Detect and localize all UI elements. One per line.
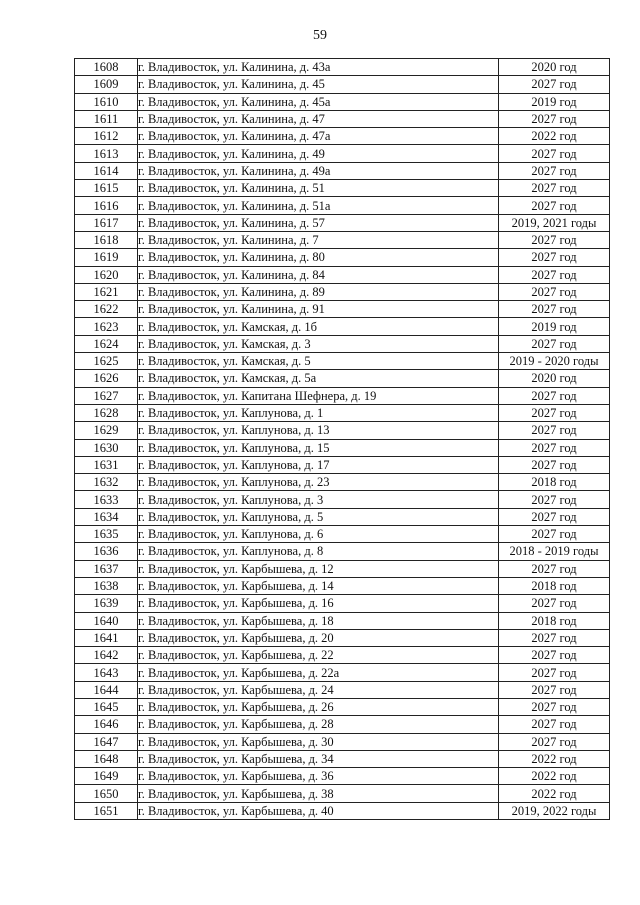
address-cell: г. Владивосток, ул. Карбышева, д. 38 [138, 785, 499, 802]
address-cell: г. Владивосток, ул. Карбышева, д. 22 [138, 647, 499, 664]
year-cell: 2027 год [499, 301, 610, 318]
table-row [75, 353, 610, 370]
table-row [75, 595, 610, 612]
row-number-cell: 1649 [75, 768, 138, 785]
row-number-cell: 1630 [75, 439, 138, 456]
row-number-cell: 1618 [75, 231, 138, 248]
table-row [75, 214, 610, 231]
row-number-cell: 1623 [75, 318, 138, 335]
address-cell: г. Владивосток, ул. Калинина, д. 91 [138, 301, 499, 318]
row-number-cell: 1637 [75, 560, 138, 577]
address-cell: г. Владивосток, ул. Калинина, д. 47а [138, 128, 499, 145]
row-number-cell: 1609 [75, 76, 138, 93]
row-number-cell: 1622 [75, 301, 138, 318]
address-cell: г. Владивосток, ул. Каплунова, д. 8 [138, 543, 499, 560]
year-cell: 2022 год [499, 785, 610, 802]
table-row [75, 785, 610, 802]
table-row [75, 560, 610, 577]
row-number-cell: 1644 [75, 681, 138, 698]
row-number-cell: 1624 [75, 335, 138, 352]
address-cell: г. Владивосток, ул. Калинина, д. 80 [138, 249, 499, 266]
address-table-body [75, 59, 610, 820]
address-cell: г. Владивосток, ул. Каплунова, д. 3 [138, 491, 499, 508]
table-row [75, 681, 610, 698]
address-cell: г. Владивосток, ул. Калинина, д. 57 [138, 214, 499, 231]
address-cell: г. Владивосток, ул. Каплунова, д. 5 [138, 508, 499, 525]
year-cell: 2027 год [499, 456, 610, 473]
year-cell: 2027 год [499, 249, 610, 266]
address-cell: г. Владивосток, ул. Карбышева, д. 18 [138, 612, 499, 629]
row-number-cell: 1640 [75, 612, 138, 629]
year-cell: 2027 год [499, 629, 610, 646]
year-cell: 2018 год [499, 474, 610, 491]
year-cell: 2027 год [499, 733, 610, 750]
table-row [75, 491, 610, 508]
year-cell: 2019 год [499, 318, 610, 335]
year-cell: 2027 год [499, 491, 610, 508]
address-cell: г. Владивосток, ул. Карбышева, д. 14 [138, 577, 499, 594]
year-cell: 2027 год [499, 387, 610, 404]
row-number-cell: 1648 [75, 750, 138, 767]
row-number-cell: 1639 [75, 595, 138, 612]
row-number-cell: 1615 [75, 180, 138, 197]
row-number-cell: 1651 [75, 802, 138, 819]
year-cell: 2027 год [499, 681, 610, 698]
address-cell: г. Владивосток, ул. Карбышева, д. 24 [138, 681, 499, 698]
table-row [75, 647, 610, 664]
row-number-cell: 1616 [75, 197, 138, 214]
table-row [75, 301, 610, 318]
address-table [74, 58, 610, 820]
row-number-cell: 1636 [75, 543, 138, 560]
year-cell: 2027 год [499, 180, 610, 197]
row-number-cell: 1643 [75, 664, 138, 681]
table-row [75, 162, 610, 179]
table-row [75, 180, 610, 197]
address-cell: г. Владивосток, ул. Карбышева, д. 22а [138, 664, 499, 681]
address-cell: г. Владивосток, ул. Калинина, д. 49а [138, 162, 499, 179]
row-number-cell: 1619 [75, 249, 138, 266]
row-number-cell: 1625 [75, 353, 138, 370]
year-cell: 2027 год [499, 197, 610, 214]
year-cell: 2019 год [499, 93, 610, 110]
page-number: 59 [313, 28, 327, 43]
address-cell: г. Владивосток, ул. Калинина, д. 45а [138, 93, 499, 110]
row-number-cell: 1634 [75, 508, 138, 525]
year-cell: 2027 год [499, 526, 610, 543]
table-row [75, 59, 610, 76]
year-cell: 2027 год [499, 162, 610, 179]
table-row [75, 128, 610, 145]
table-row [75, 439, 610, 456]
row-number-cell: 1627 [75, 387, 138, 404]
table-row [75, 422, 610, 439]
row-number-cell: 1626 [75, 370, 138, 387]
row-number-cell: 1646 [75, 716, 138, 733]
address-cell: г. Владивосток, ул. Карбышева, д. 28 [138, 716, 499, 733]
row-number-cell: 1617 [75, 214, 138, 231]
table-row [75, 249, 610, 266]
row-number-cell: 1620 [75, 266, 138, 283]
year-cell: 2020 год [499, 59, 610, 76]
table-row [75, 768, 610, 785]
year-cell: 2027 год [499, 560, 610, 577]
address-cell: г. Владивосток, ул. Калинина, д. 7 [138, 231, 499, 248]
row-number-cell: 1629 [75, 422, 138, 439]
address-cell: г. Владивосток, ул. Камская, д. 3 [138, 335, 499, 352]
year-cell: 2027 год [499, 266, 610, 283]
table-row [75, 629, 610, 646]
address-cell: г. Владивосток, ул. Карбышева, д. 16 [138, 595, 499, 612]
year-cell: 2020 год [499, 370, 610, 387]
row-number-cell: 1613 [75, 145, 138, 162]
table-row [75, 76, 610, 93]
table-row [75, 456, 610, 473]
year-cell: 2027 год [499, 283, 610, 300]
row-number-cell: 1633 [75, 491, 138, 508]
address-cell: г. Владивосток, ул. Каплунова, д. 23 [138, 474, 499, 491]
row-number-cell: 1638 [75, 577, 138, 594]
row-number-cell: 1642 [75, 647, 138, 664]
address-cell: г. Владивосток, ул. Калинина, д. 47 [138, 110, 499, 127]
year-cell: 2018 год [499, 612, 610, 629]
address-cell: г. Владивосток, ул. Карбышева, д. 30 [138, 733, 499, 750]
table-row [75, 664, 610, 681]
row-number-cell: 1612 [75, 128, 138, 145]
row-number-cell: 1645 [75, 698, 138, 715]
address-cell: г. Владивосток, ул. Калинина, д. 51а [138, 197, 499, 214]
table-row [75, 145, 610, 162]
address-cell: г. Владивосток, ул. Каплунова, д. 15 [138, 439, 499, 456]
year-cell: 2022 год [499, 128, 610, 145]
address-cell: г. Владивосток, ул. Карбышева, д. 40 [138, 802, 499, 819]
table-row [75, 110, 610, 127]
year-cell: 2027 год [499, 422, 610, 439]
row-number-cell: 1631 [75, 456, 138, 473]
address-cell: г. Владивосток, ул. Карбышева, д. 20 [138, 629, 499, 646]
row-number-cell: 1608 [75, 59, 138, 76]
year-cell: 2027 год [499, 404, 610, 421]
table-row [75, 387, 610, 404]
row-number-cell: 1628 [75, 404, 138, 421]
address-cell: г. Владивосток, ул. Каплунова, д. 13 [138, 422, 499, 439]
address-cell: г. Владивосток, ул. Карбышева, д. 12 [138, 560, 499, 577]
table-row [75, 577, 610, 594]
address-cell: г. Владивосток, ул. Каплунова, д. 1 [138, 404, 499, 421]
table-row [75, 612, 610, 629]
row-number-cell: 1611 [75, 110, 138, 127]
table-row [75, 733, 610, 750]
year-cell: 2019 - 2020 годы [499, 353, 610, 370]
table-row [75, 802, 610, 819]
row-number-cell: 1632 [75, 474, 138, 491]
address-cell: г. Владивосток, ул. Камская, д. 5а [138, 370, 499, 387]
year-cell: 2027 год [499, 595, 610, 612]
table-row [75, 335, 610, 352]
year-cell: 2022 год [499, 750, 610, 767]
address-cell: г. Владивосток, ул. Карбышева, д. 26 [138, 698, 499, 715]
row-number-cell: 1614 [75, 162, 138, 179]
table-row [75, 404, 610, 421]
address-cell: г. Владивосток, ул. Калинина, д. 43а [138, 59, 499, 76]
year-cell: 2027 год [499, 439, 610, 456]
table-row [75, 750, 610, 767]
address-cell: г. Владивосток, ул. Камская, д. 5 [138, 353, 499, 370]
year-cell: 2027 год [499, 647, 610, 664]
row-number-cell: 1621 [75, 283, 138, 300]
year-cell: 2027 год [499, 508, 610, 525]
table-row [75, 474, 610, 491]
table-row [75, 370, 610, 387]
row-number-cell: 1641 [75, 629, 138, 646]
year-cell: 2027 год [499, 335, 610, 352]
address-cell: г. Владивосток, ул. Карбышева, д. 34 [138, 750, 499, 767]
year-cell: 2027 год [499, 76, 610, 93]
address-cell: г. Владивосток, ул. Каплунова, д. 17 [138, 456, 499, 473]
year-cell: 2019, 2021 годы [499, 214, 610, 231]
address-cell: г. Владивосток, ул. Капитана Шефнера, д. 19 [138, 387, 499, 404]
address-cell: г. Владивосток, ул. Калинина, д. 84 [138, 266, 499, 283]
year-cell: 2027 год [499, 698, 610, 715]
year-cell: 2027 год [499, 110, 610, 127]
table-row [75, 716, 610, 733]
year-cell: 2027 год [499, 716, 610, 733]
table-row [75, 698, 610, 715]
table-row [75, 318, 610, 335]
table-row [75, 283, 610, 300]
table-row [75, 266, 610, 283]
table-row [75, 93, 610, 110]
row-number-cell: 1635 [75, 526, 138, 543]
address-cell: г. Владивосток, ул. Калинина, д. 45 [138, 76, 499, 93]
row-number-cell: 1650 [75, 785, 138, 802]
year-cell: 2018 - 2019 годы [499, 543, 610, 560]
year-cell: 2027 год [499, 231, 610, 248]
table-row [75, 526, 610, 543]
row-number-cell: 1647 [75, 733, 138, 750]
address-cell: г. Владивосток, ул. Каплунова, д. 6 [138, 526, 499, 543]
table-row [75, 231, 610, 248]
table-row [75, 543, 610, 560]
address-cell: г. Владивосток, ул. Калинина, д. 89 [138, 283, 499, 300]
address-cell: г. Владивосток, ул. Камская, д. 1б [138, 318, 499, 335]
year-cell: 2018 год [499, 577, 610, 594]
table-row [75, 508, 610, 525]
address-cell: г. Владивосток, ул. Карбышева, д. 36 [138, 768, 499, 785]
address-cell: г. Владивосток, ул. Калинина, д. 51 [138, 180, 499, 197]
year-cell: 2027 год [499, 145, 610, 162]
row-number-cell: 1610 [75, 93, 138, 110]
table-row [75, 197, 610, 214]
year-cell: 2022 год [499, 768, 610, 785]
year-cell: 2027 год [499, 664, 610, 681]
address-cell: г. Владивосток, ул. Калинина, д. 49 [138, 145, 499, 162]
year-cell: 2019, 2022 годы [499, 802, 610, 819]
